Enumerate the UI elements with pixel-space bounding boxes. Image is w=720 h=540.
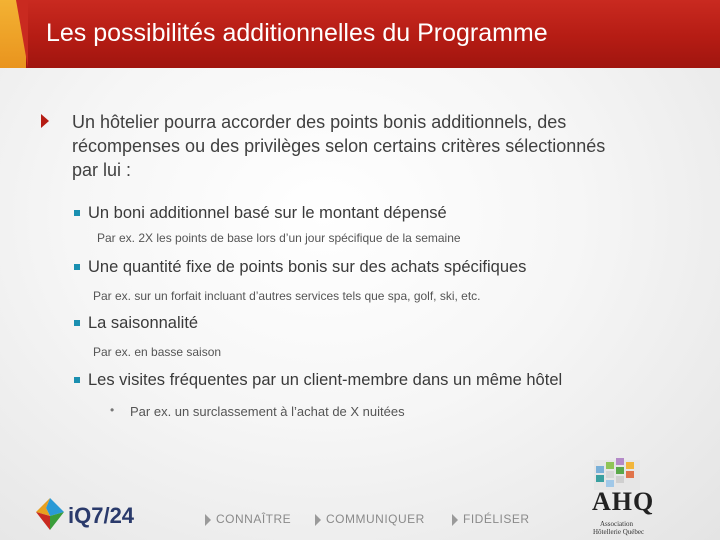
criterion-label: Les visites fréquentes par un client-membre dans un même hôtel (88, 371, 563, 389)
criterion-label: Une quantité fixe de points bonis sur des achats spécifiques (88, 258, 527, 276)
square-bullet-icon (74, 210, 80, 216)
square-bullet-icon (74, 264, 80, 270)
criterion-example: Par ex. en basse saison (93, 345, 222, 359)
slide-title: Les possibilités additionnelles du Programme (46, 19, 548, 47)
criterion-example: Par ex. 2X les points de base lors d’un jour spécifique de la semaine (97, 231, 461, 245)
iq-brand-text: iQ7/24 (68, 503, 135, 528)
criterion-label: La saisonnalité (88, 314, 199, 332)
criterion-example: Par ex. un surclassement à l’achat de X nuitées (130, 404, 405, 419)
arrow-bullet-icon (41, 114, 49, 128)
ahq-subtitle: Association (600, 520, 634, 528)
arrow-icon (315, 514, 321, 526)
iq-logo-mark-icon (34, 496, 66, 532)
footer-nav-item: FIDÉLISER (463, 512, 530, 526)
footer-nav-item: CONNAÎTRE (216, 512, 292, 526)
criterion-example: Par ex. sur un forfait incluant d’autres services tels que spa, golf, ski, etc. (93, 289, 481, 303)
arrow-icon (452, 514, 458, 526)
arrow-icon (205, 514, 211, 526)
title-bar (0, 0, 720, 68)
title-accent-notch (16, 0, 28, 68)
intro-text: Un hôtelier pourra accorder des points bonis additionnels, des récompenses ou des privilèges selon certains critères sélectionnés par lui : (72, 112, 606, 180)
square-bullet-icon (74, 377, 80, 383)
dot-bullet-icon: • (110, 403, 115, 417)
ahq-subtitle: Hôtellerie Québec (593, 528, 645, 536)
criterion-label: Un boni additionnel basé sur le montant dépensé (88, 204, 447, 222)
square-bullet-icon (74, 320, 80, 326)
ahq-logo-text: AHQ (592, 487, 655, 516)
footer-nav-item: COMMUNIQUER (326, 512, 425, 526)
